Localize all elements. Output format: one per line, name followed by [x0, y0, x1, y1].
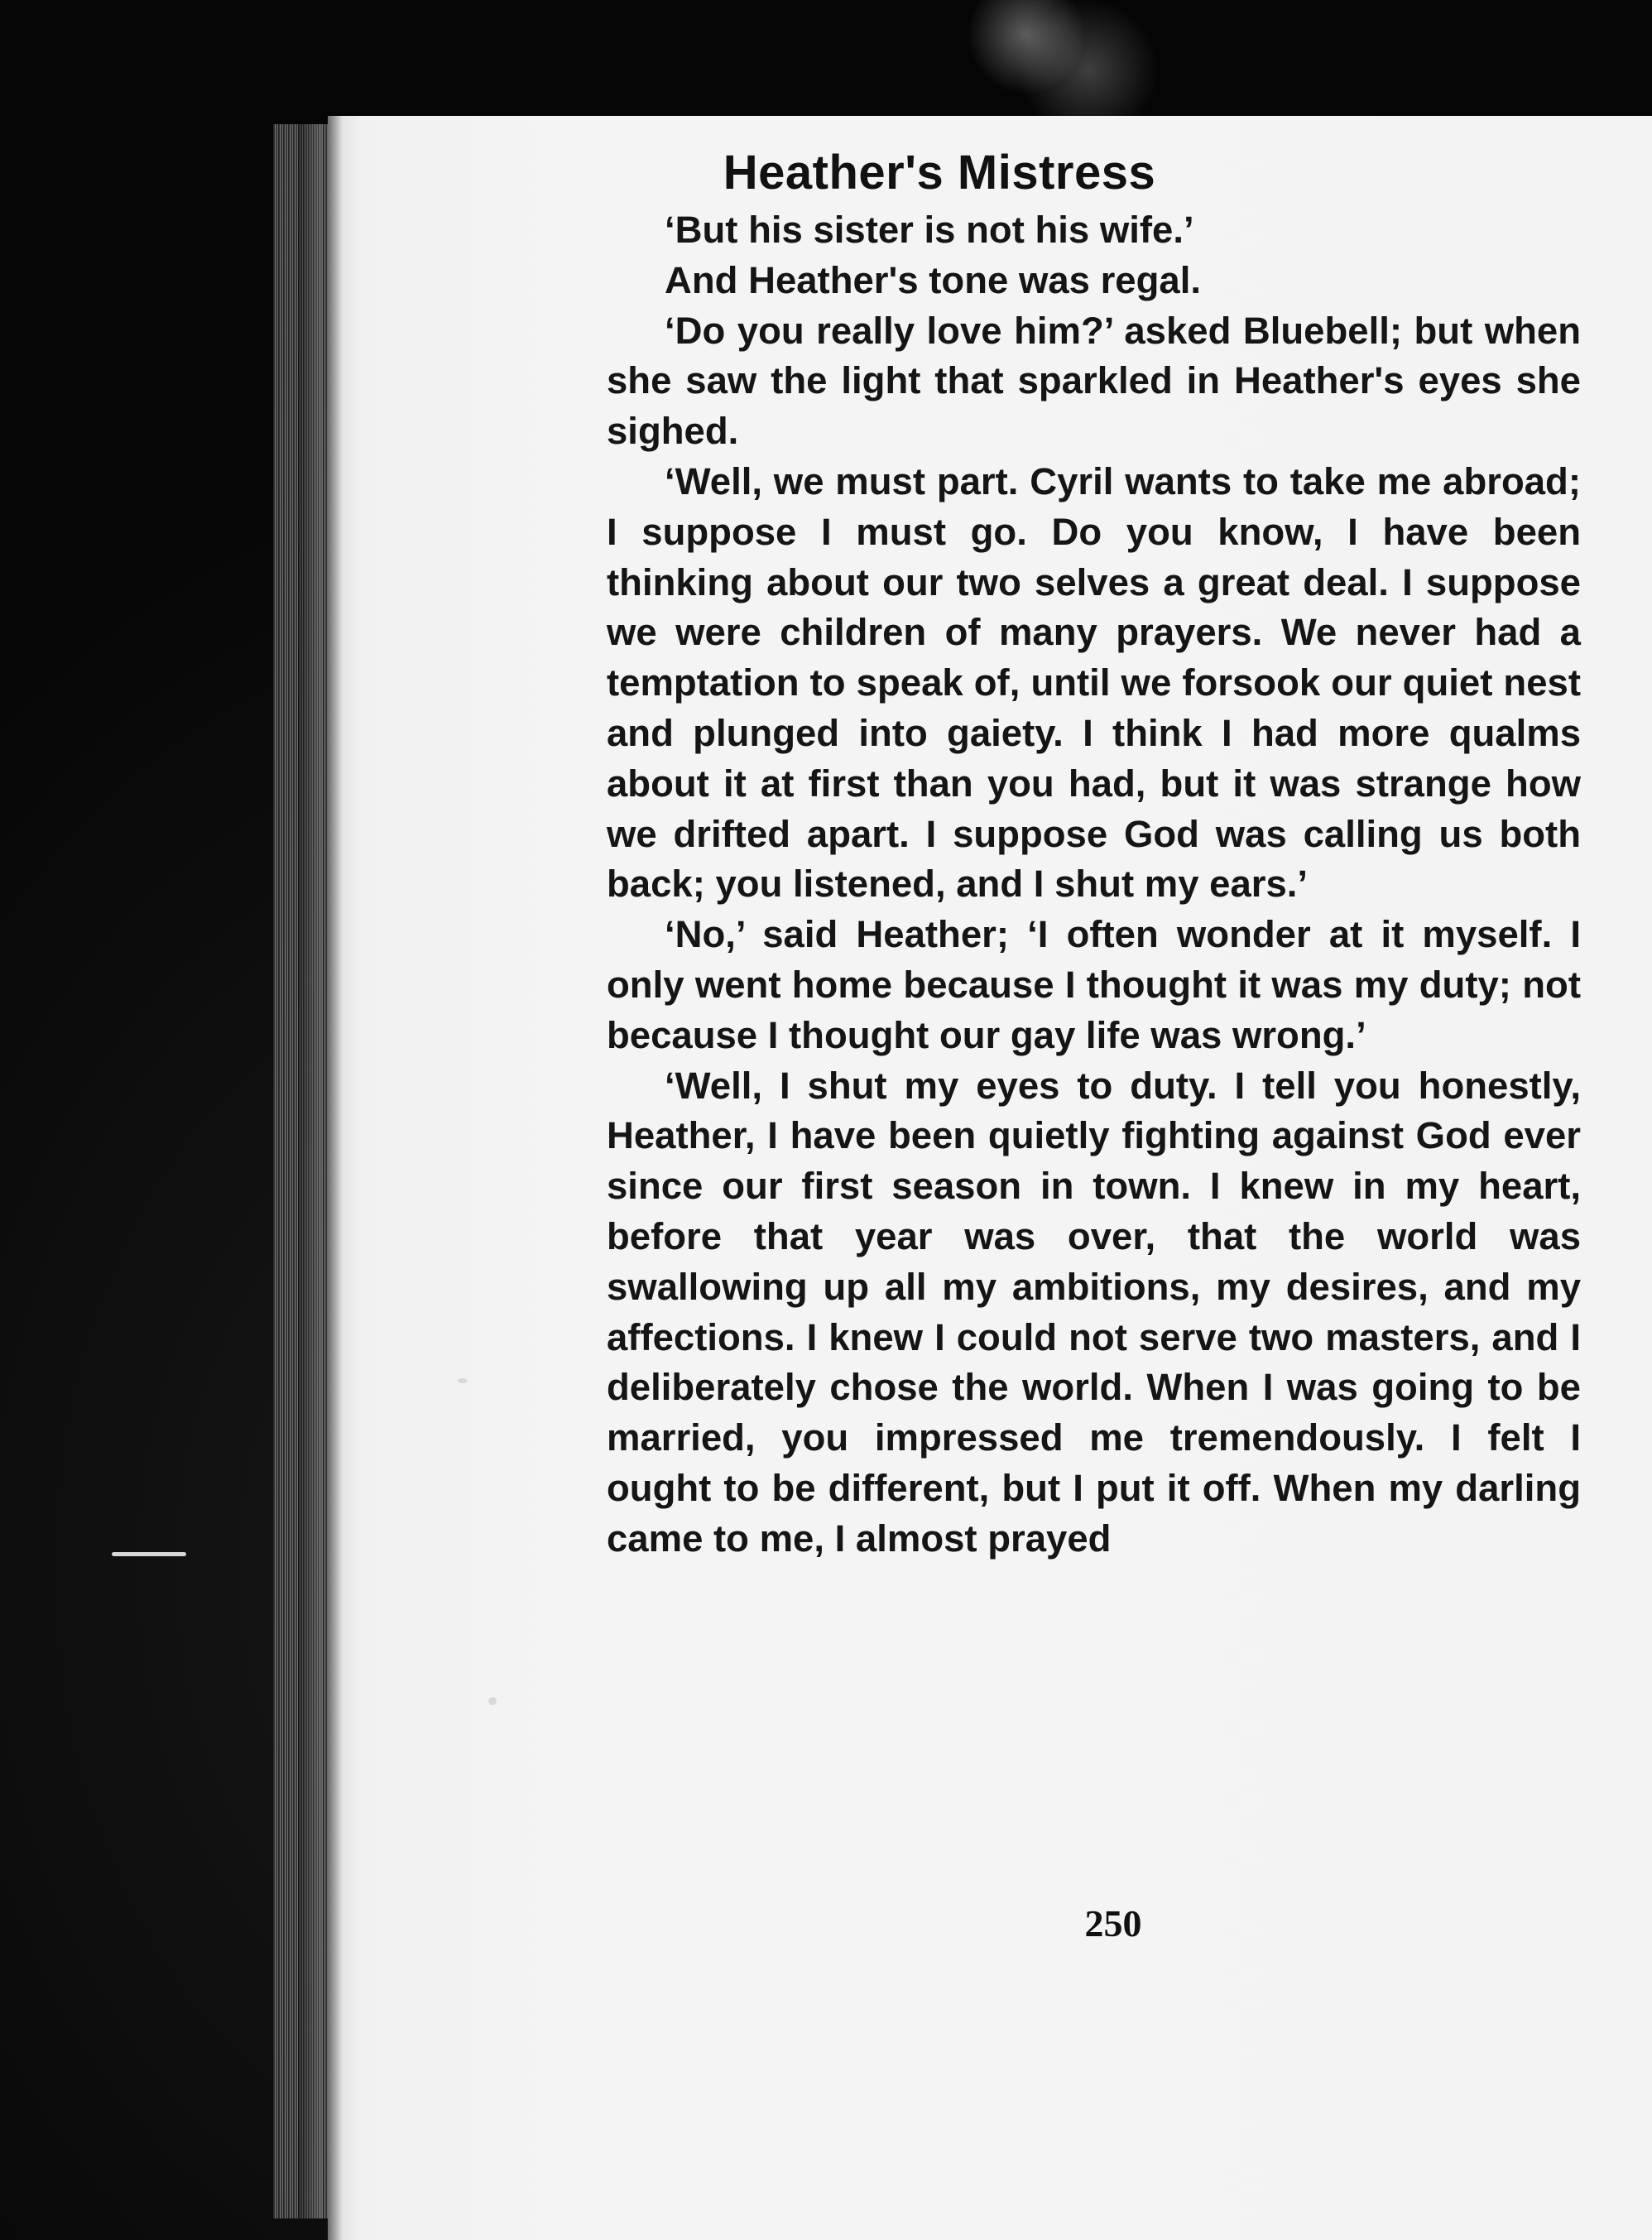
page-number: 250	[1084, 1902, 1142, 1944]
paragraph: ‘No,’ said Heather; ‘I often wonder at it myself. I only went home because I thought it was my duty; not because I thought our gay life was wrong.’	[607, 913, 1581, 1056]
margin-speck	[458, 1378, 468, 1383]
running-head: Heather's Mistress	[723, 146, 1156, 199]
paragraph: ‘Well, I shut my eyes to duty. I tell you honestly, Heather, I have been quietly fighting against God ever since our first season in town. I knew in my heart, before that year was over, that the world was swallowing up all my ambitions, my desires, and my affections. I knew I could not serve two masters, and I deliberately chose the world. When I was going to be married, you impressed me tremendously. I felt I ought to be different, but I put it off. When my darling came to me, I almost prayed	[607, 1064, 1581, 1560]
paragraph: ‘Do you really love him?’ asked Bluebell; but when she saw the light that sparkled in Heather's eyes she sighed.	[607, 309, 1581, 453]
paragraph: And Heather's tone was regal.	[665, 258, 1201, 301]
body-text	[607, 205, 1581, 1565]
torn-paper-fragment	[927, 0, 1175, 116]
paragraph: ‘But his sister is not his wife.’	[665, 209, 1194, 251]
margin-speck	[112, 1552, 186, 1556]
paragraph: ‘Well, we must part. Cyril wants to take me abroad; I suppose I must go. Do you know, I have been thinking about our two selves a great deal. I suppose we were children of many prayers. We never had a temptation to speak of, until we forsook our quiet nest and plunged into gaiety. I think I had more qualms about it at first than you had, but it was strange how we drifted apart. I suppose God was calling us both back; you listened, and I shut my ears.’	[607, 459, 1581, 906]
margin-speck	[488, 1697, 497, 1705]
